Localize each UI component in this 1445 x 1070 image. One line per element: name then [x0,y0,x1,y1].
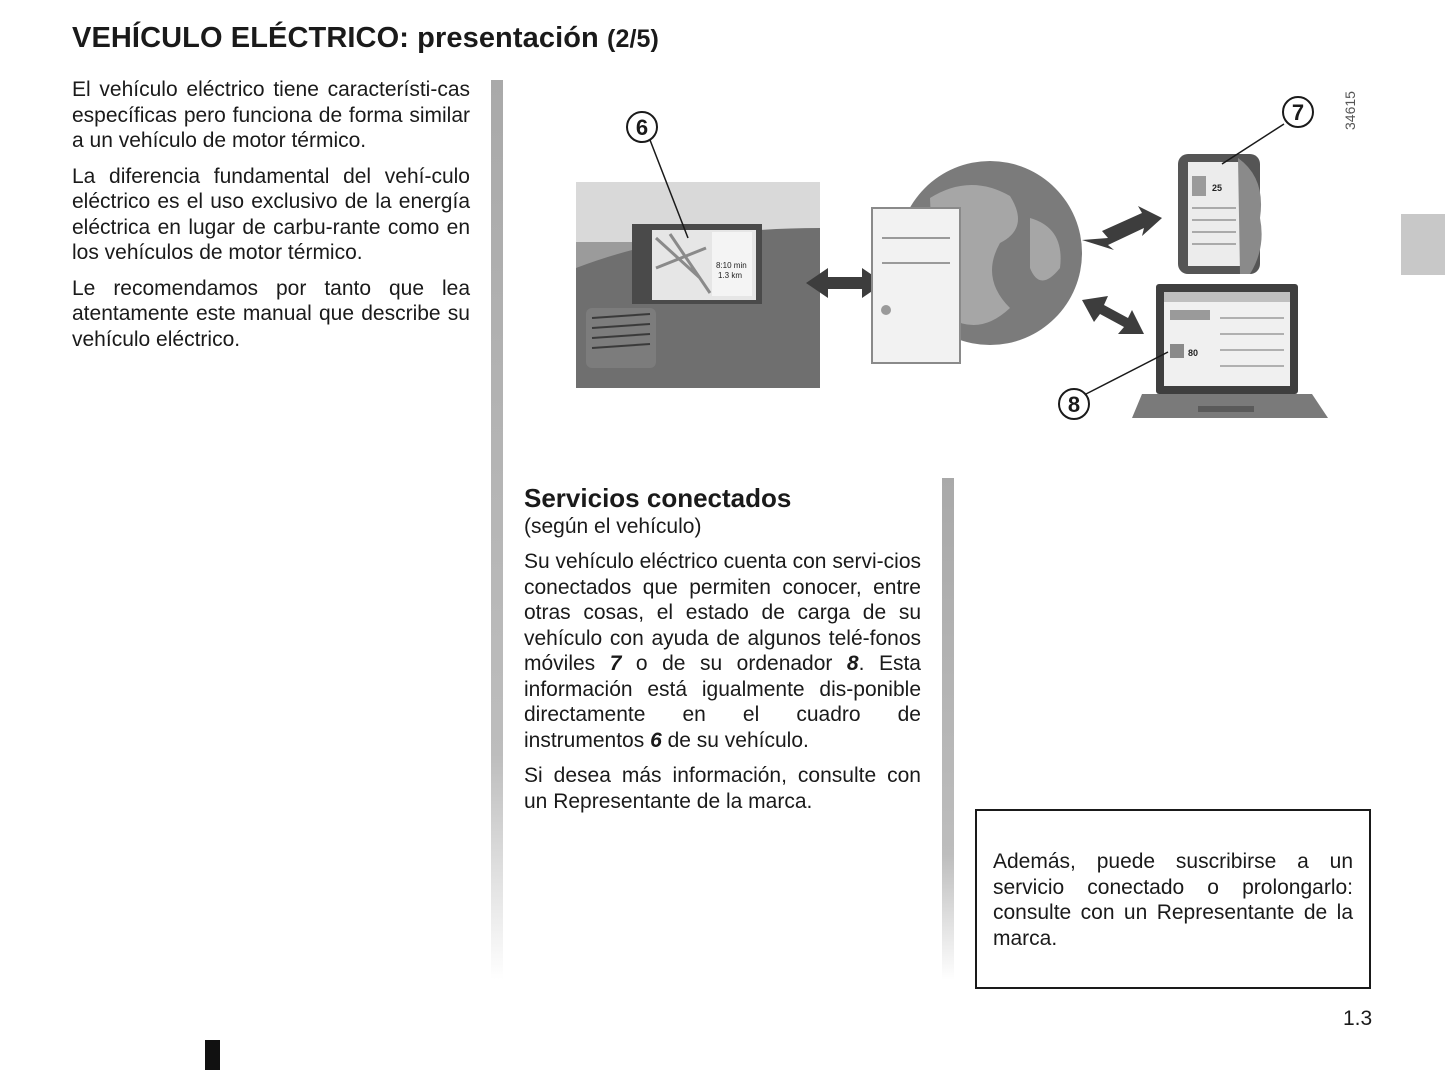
svg-text:7: 7 [1291,100,1305,125]
page-number: 1.3 [1343,1007,1373,1030]
callout-8 [1059,389,1089,419]
arrow-server-laptop-icon [1082,296,1144,334]
svg-text:6: 6 [635,115,649,140]
callout-7 [1283,97,1313,127]
connected-services-section [524,482,921,824]
ref-computer: 8 [846,652,859,675]
notice-text: Además, puede suscribirse a un servicio conectado o prolongarlo: consulte con un Representante de la marca. [993,850,1353,950]
mobile-phone-image [1178,154,1262,274]
laptop-charge-label: 80 [1188,348,1199,358]
figure-reference-code: 34615 [1342,91,1358,130]
nav-distance-label: 1.3 km [718,271,743,280]
nav-time-label: 8:10 min [716,261,747,270]
ref-dashboard: 6 [650,728,662,752]
arrow-server-phone-icon [1082,206,1162,250]
svg-text:8: 8 [1067,392,1081,417]
phone-charge-label: 25 [1212,183,1223,193]
page-title: VEHÍCULO ELÉCTRICO: presentación (2/5) [72,22,659,54]
intro-column [72,77,470,362]
services-paragraph-1: Su vehículo eléctrico cuenta con servi-cios conectados que permiten conocer, entre otras cosas, el estado de carga de su vehículo con ayuda de algunos telé-fonos móviles 7 o de su ordenador 8. Esta información está igualmente dis-ponible directamente en el cuadro de instrumentos 6 de su vehículo. [524,550,921,752]
intro-paragraph-2: La diferencia fundamental del vehí-culo eléctrico es el uso exclusivo de la energía eléctrica en lugar de carbu-rante como en los vehículos de motor térmico. [72,164,470,264]
laptop-image [1132,284,1328,418]
intro-paragraph-1: El vehículo eléctrico tiene característi-cas específicas pero funciona de forma similar a un vehículo de motor térmico. [72,78,470,152]
intro-paragraph-3: Le recomendamos por tanto que lea atentamente este manual que describe su vehículo eléctrico. [72,276,470,351]
callout-6 [627,112,657,142]
section-subtitle: (según el vehículo) [524,515,702,538]
column-divider-middle [942,478,954,980]
page-part: (2/5) [607,25,659,53]
connected-services-illustration [560,78,1340,438]
column-divider-left [491,80,503,980]
section-title: Servicios conectados [524,483,792,513]
dashboard-screen-image [576,182,820,388]
server-globe-image [872,161,1082,363]
chapter-tab [1401,214,1445,275]
notice-box [975,809,1371,989]
services-paragraph-2: Si desea más información, consulte con un Representante de la marca. [524,764,921,813]
ref-phone: 7 [609,652,622,675]
crop-mark [205,1040,220,1070]
